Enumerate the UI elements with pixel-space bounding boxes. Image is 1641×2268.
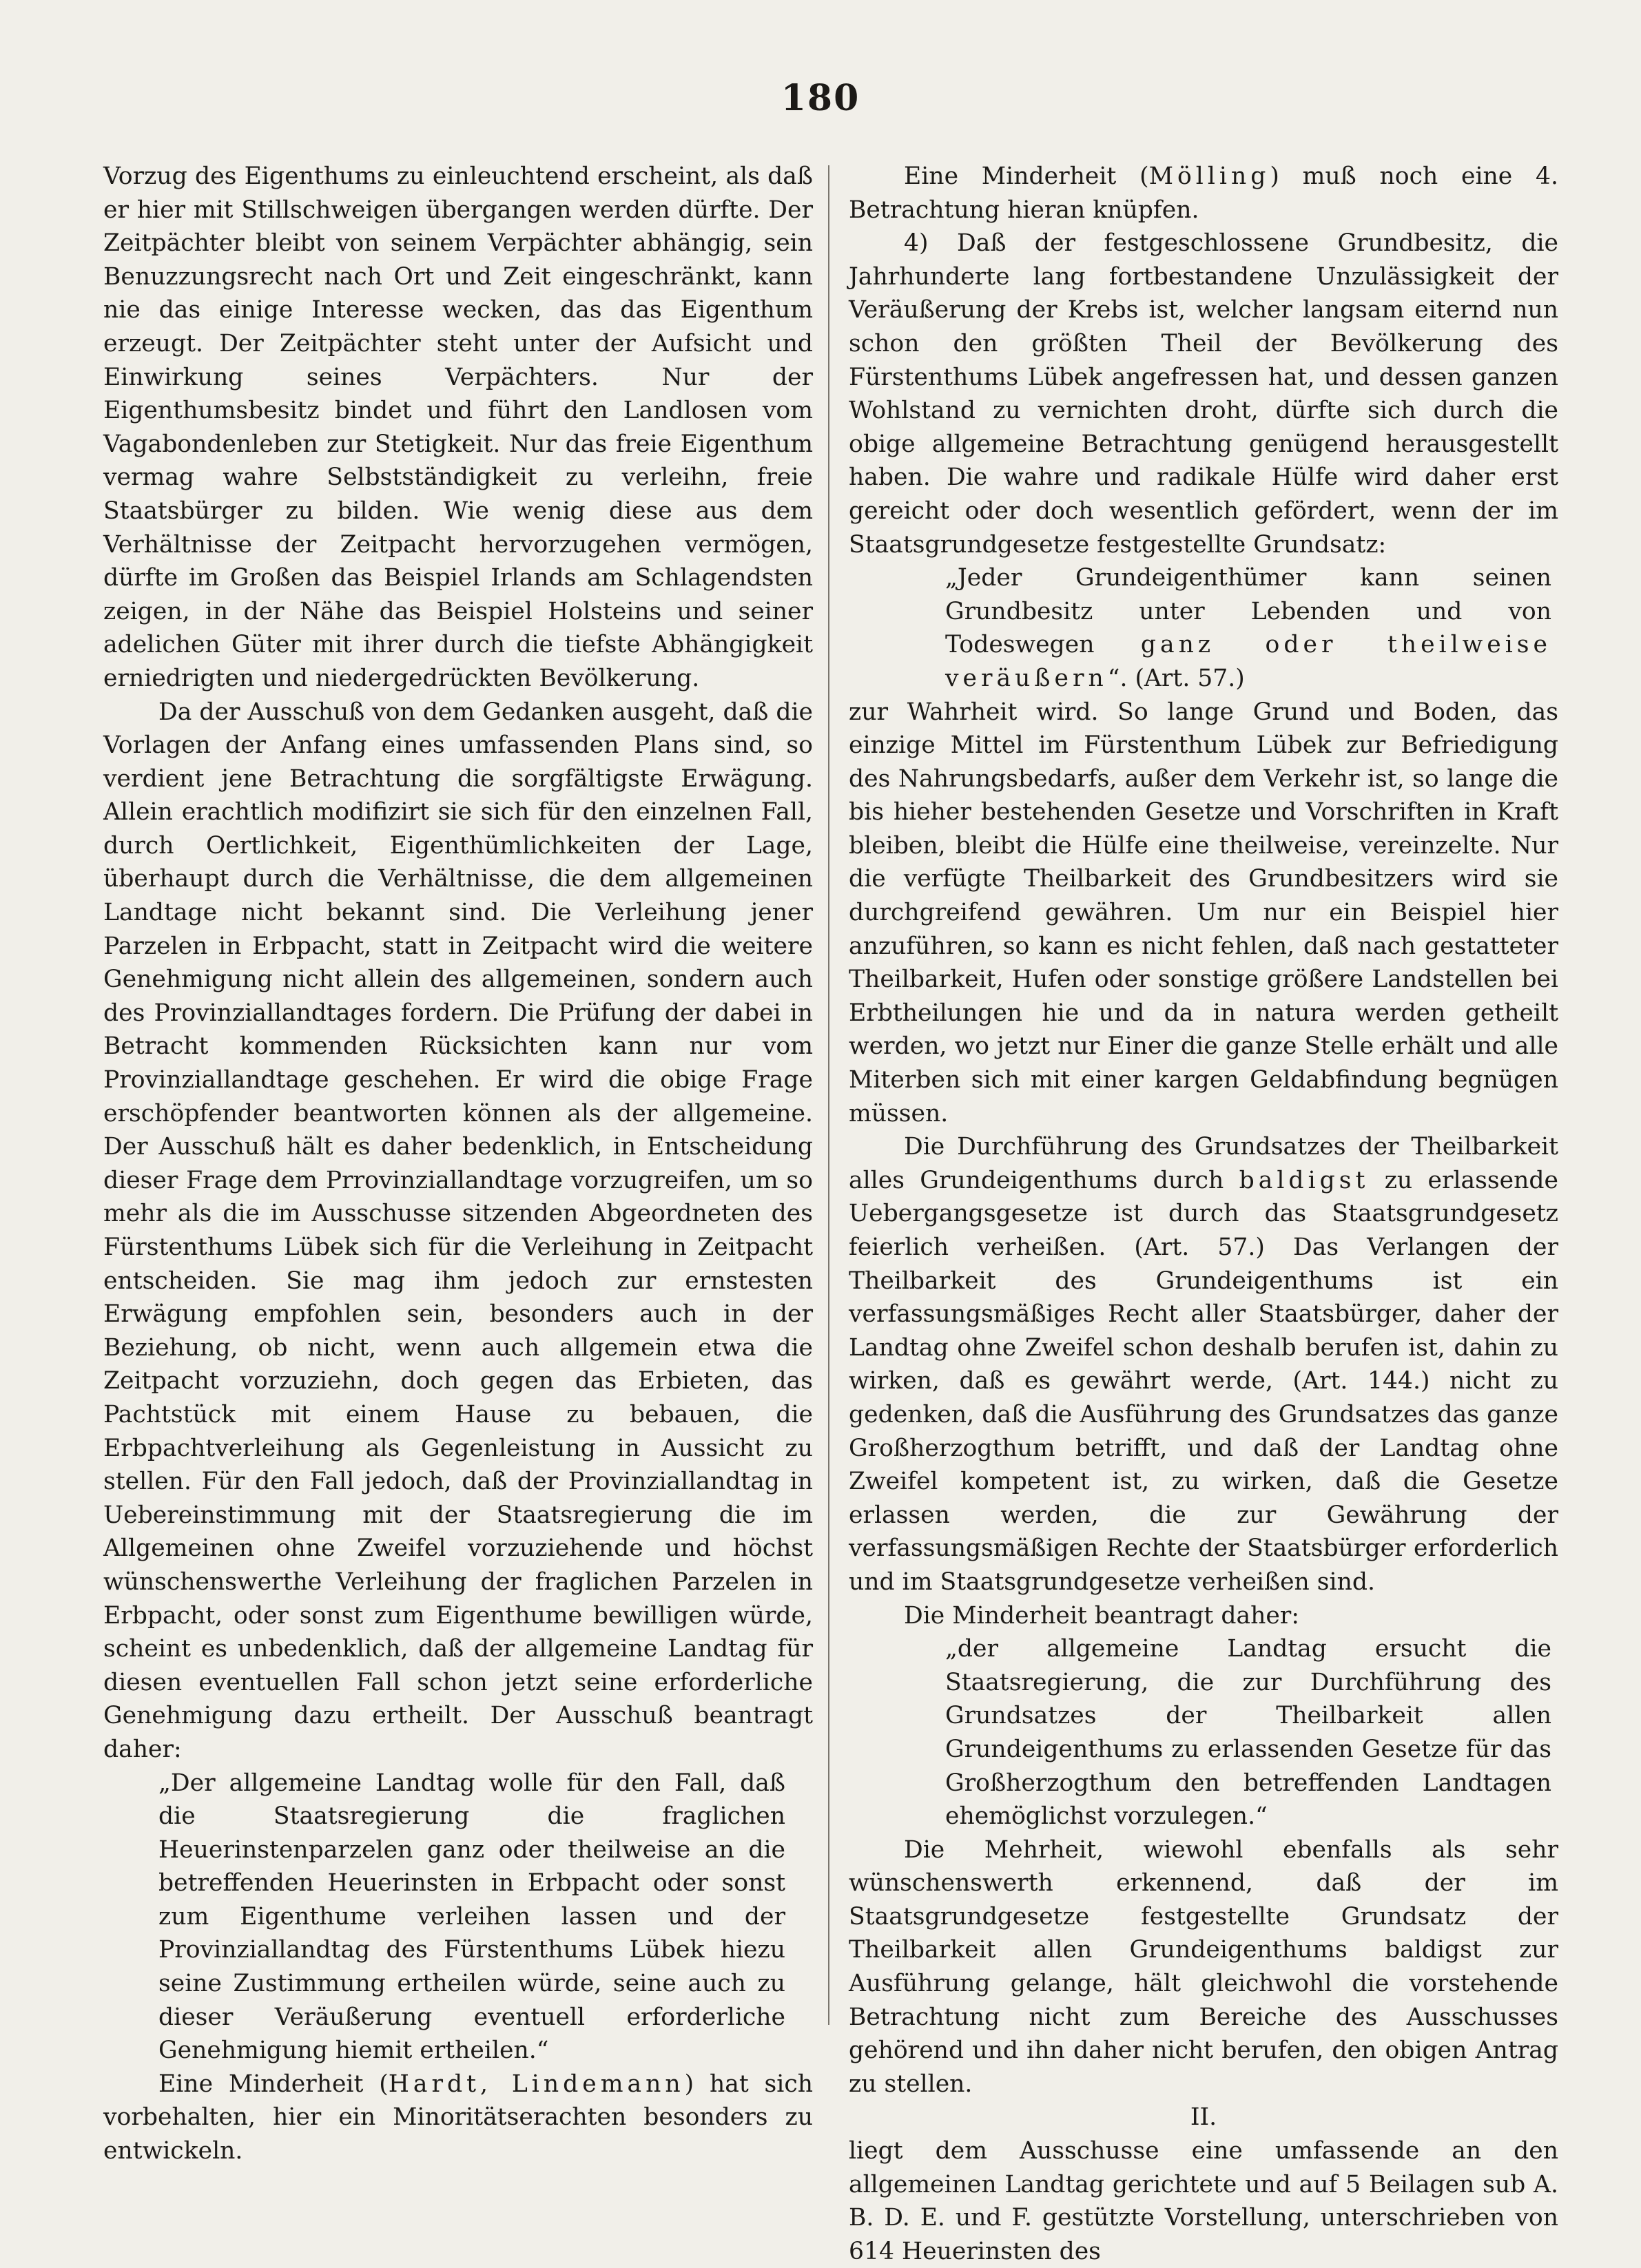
point-4-paragraph: 4) Daß der festgeschlossene Grundbesitz, die Jahrhunderte lang fortbestandene Unzulässigkeit der Veräußerung der Krebs ist, welcher langsam eiternd nun schon den größten Theil der Bevölkerung des Fürstenthums Lübek angefressen hat, und dessen ganzen Wohlstand zu vernichten droht, dürfte sich durch die obige allgemeine Betrachtung genügend herausgestellt haben. Die wahre und radikale Hülfe wird daher erst gereicht oder doch wesentlich gefördert, wenn der im Staatsgrundgesetze festgestellte Grundsatz: (849, 229, 1558, 559)
right-column (849, 160, 1558, 2268)
text-start: Die Durchführung des Grundsatzes der Theilbarkeit alles Grundeigenthums durch (849, 1133, 1558, 1194)
minority-names: Hardt, Lindemann (388, 2070, 685, 2098)
minority-prefix: Eine Minderheit ( (158, 2070, 389, 2098)
minority-prefix: Eine Minderheit ( (904, 163, 1149, 190)
quote-spaced: ganz oder theilweise veräußern (945, 631, 1551, 692)
paragraph-ausschuss: Da der Ausschuß von dem Gedanken ausgeht, daß die Vorlagen der Anfang eines umfassenden Plans sind, so verdient jene Betrachtung die sorgfältigste Erwägung. Allein erachtlich modifizirt sie sich für den einzelnen Fall, durch Oertlichkeit, Eigenthümlichkeiten der Lage, überhaupt durch die Verhältnisse, die dem allgemeinen Landtage nicht bekannt sind. Die Verleihung jener Parzelen in Erbpacht, statt in Zeitpacht wird die weitere Genehmigung nicht allein des allgemeinen, sondern auch des Provinziallandtages fordern. Die Prüfung der dabei in Betracht kommenden Rücksichten kann nur vom Provinziallandtage geschehen. Er wird die obige Frage erschöpfender beantworten können als der allgemeine. Der Ausschuß hält es daher bedenklich, in Entscheidung dieser Frage dem Prrovinziallandtage vorzugreifen, um so mehr als die im Ausschusse sitzenden Abgeordneten des Fürstenthums Lübek sich für die Verleihung in Zeitpacht entscheiden. Sie mag ihm jedoch zur ernstesten Erwägung empfohlen sein, besonders auch in der Beziehung, ob nicht, wenn auch allgemein etwa die Zeitpacht vorzuziehn, doch gegen das Erbieten, das Pachtstück mit einem Hause zu bebauen, die Erbpachtverleihung als Gegenleistung in Aussicht zu stellen. Für den Fall jedoch, daß der Provinziallandtag in Uebereinstimmung mit der Staatsregierung die im Allgemeinen ohne Zweifel vorzuziehende und höchst wünschenswerthe Verleihung der fraglichen Parzelen in Erbpacht, oder sonst zum Eigenthume bewilligen würde, scheint es unbedenklich, daß der allgemeine Landtag für diesen eventuellen Fall schon jetzt seine erforderliche Genehmigung dazu ertheilt. Der Ausschuß beantragt daher: (103, 698, 813, 1763)
text-end: zu erlassende Uebergangsgesetze ist durch das Staatsgrundgesetz feierlich verheißen. (Art. 57.) Das Verlangen der Theilbarkeit des Grundeigenthums ist ein verfassungsmäßiges Recht aller Staatsbürger, daher der Landtag ohne Zweifel schon deshalb berufen ist, dahin zu wirken, daß es gewährt werde, (Art. 144.) nicht zu gedenken, daß die Ausführung des Grundsatzes das ganze Großherzogthum betrifft, und daß der Landtag ohne Zweifel kompetent ist, zu wirken, daß die Gesetze erlassen werden, die zur Gewährung der verfassungsmäßigen Rechte der Staatsbürger erforderlich und im Staatsgrundgesetze verheißen sind. (849, 1166, 1558, 1596)
section-heading: II. (1190, 2103, 1217, 2132)
paragraph-eigenthum: Vorzug des Eigenthums zu einleuchtend erscheint, als daß er hier mit Stillschweigen übergangen werden dürfte. Der Zeitpächter bleibt von seinem Verpächter abhängig, sein Benuzzungsrecht nach Ort und Zeit eingeschränkt, kann nie das einige Interesse wecken, das das Eigenthum erzeugt. Der Zeitpächter steht unter der Aufsicht und Einwirkung seines Verpächters. Nur der Eigenthumsbesitz bindet und führt den Landlosen vom Vagabondenleben zur Stetigkeit. Nur das freie Eigenthum vermag wahre Selbstständigkeit zu verleihn, freie Staatsbürger zu bilden. Wie wenig diese aus dem Verhältnisse der Zeitpacht hervorzugehen vermögen, dürfte im Großen das Beispiel Irlands am Schlagendsten zeigen, in der Nähe das Beispiel Holsteins und seiner adelichen Güter mit ihrer durch die tiefste Abhängigkeit erniedrigten und niedergedrückten Bevölkerung. (103, 163, 813, 692)
minority-note-left (103, 2068, 813, 2168)
section-text: liegt dem Ausschusse eine umfassende an den allgemeinen Landtag gerichtete und auf 5 Beilagen sub A. B. D. E. und F. gestützte Vorstellung, unterschrieben von 614 Heuerinsten des (849, 2137, 1558, 2265)
quote-end: “. (Art. 57.) (1107, 664, 1245, 692)
committee-motion-quote: „Der allgemeine Landtag wolle für den Fall, daß die Staatsregierung die fraglichen Heuerinstenparzelen ganz oder theilweise an die betreffenden Heuerinsten in Erbpacht oder sonst zum Eigenthume verleihen lassen und der Provinziallandtag des Fürstenthums Lübek hiezu seine Zustimmung ertheilen würde, seine auch zu dieser Veräußerung eventuell erforderliche Genehmigung hiemit ertheilen.“ (158, 1769, 785, 2065)
constitution-quote (849, 561, 1558, 695)
paragraph-durchfuehrung (849, 1130, 1558, 1599)
majority-paragraph: Die Mehrheit, wiewohl ebenfalls als sehr wünschenswerth erkennend, daß der im Staatsgrundgesetze festgestellte Grundsatz der Theilbarkeit allen Grundeigenthums baldigst zur Ausführung gelange, hält gleichwohl die vorstehende Betrachtung nicht zum Bereiche des Ausschusses gehörend und ihn daher nicht berufen, den obigen Antrag zu stellen. (849, 1835, 1558, 2098)
page-number: 180 (781, 77, 860, 119)
minority-suffix: ) hat sich vorbehalten, hier ein Minoritätserachten besonders zu entwickeln. (103, 2070, 813, 2165)
quote-start: „Jeder Grundeigenthümer kann seinen Grundbesitz unter Lebenden und von Todeswegen (945, 564, 1551, 659)
text-spaced: baldigst (1239, 1166, 1370, 1194)
minority-name: Mölling (1148, 163, 1270, 190)
paragraph-wahrheit: zur Wahrheit wird. So lange Grund und Boden, das einzige Mittel im Fürstenthum Lübek zur Befriedigung des Nahrungsbedarfs, außer dem Verkehr ist, so lange die bis hieher bestehenden Gesetze und Vorschriften in Kraft bleiben, bleibt die Hülfe eine theilweise, vereinzelte. Nur die verfügte Theilbarkeit des Grundbesitzers wird sie durchgreifend gewähren. Um nur ein Beispiel hier anzuführen, so kann es nicht fehlen, daß nach gestatteter Theilbarkeit, Hufen oder sonstige größere Landstellen bei Erbtheilungen hie und da in natura werden getheilt werden, wo jetzt nur Einer die ganze Stelle erhält und alle Miterben sich mit einer kargen Geldabfindung begnügen müssen. (849, 698, 1558, 1127)
minority-request: Die Minderheit beantragt daher: (904, 1601, 1299, 1630)
minority-suffix: ) muß noch eine 4. Betrachtung hieran knüpfen. (849, 163, 1558, 224)
column-divider (828, 165, 829, 2025)
left-column (103, 160, 813, 2168)
minority-note-right (849, 160, 1558, 227)
minority-motion-quote: „der allgemeine Landtag ersucht die Staatsregierung, die zur Durchführung des Grundsatzes der Theilbarkeit allen Grundeigenthums zu erlassenden Gesetze für das Großherzogthum den betreffenden Landtagen ehemöglichst vorzulegen.“ (945, 1635, 1551, 1831)
